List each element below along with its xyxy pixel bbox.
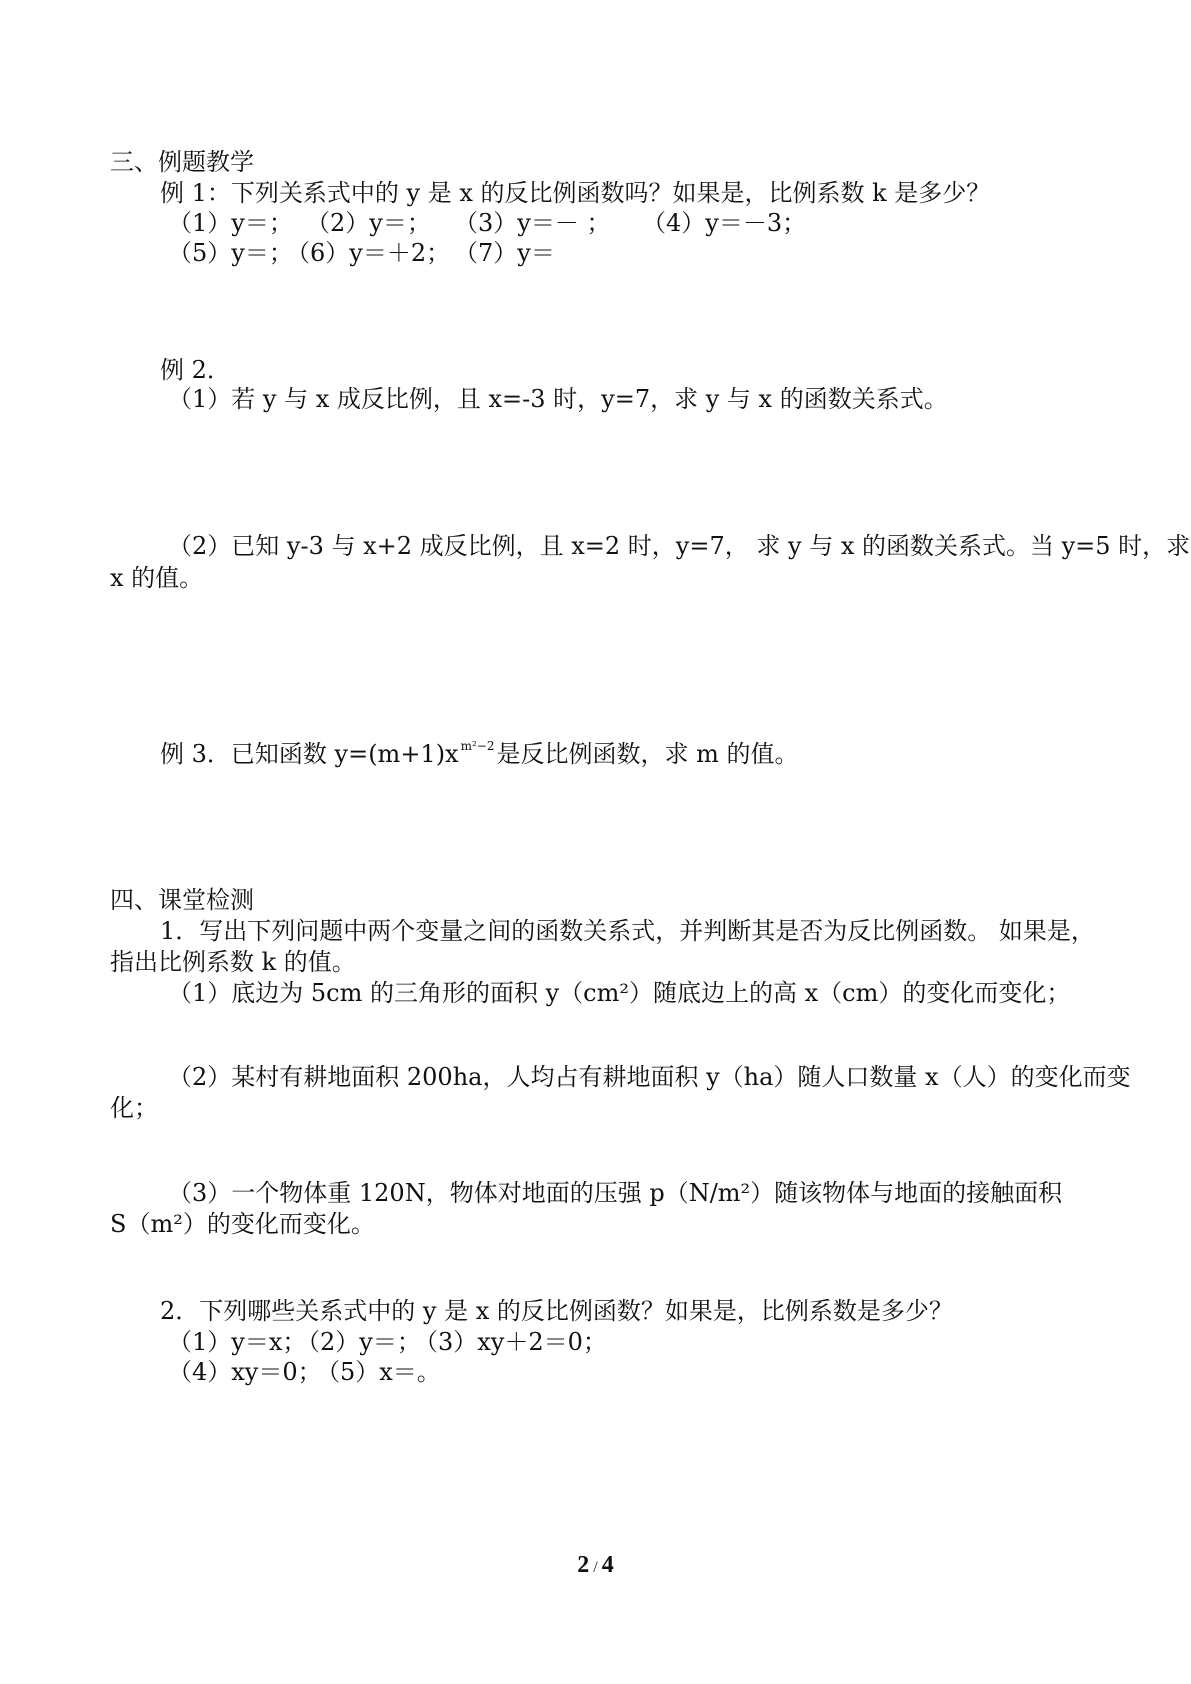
example3-text-after: 是反比例函数，求 m 的值。 [496,740,799,768]
section-heading-classroom-check: 四、课堂检测 [110,886,254,914]
q2-options-row2 [168,1356,441,1388]
example1-question: 例 1：下列关系式中的 y 是 x 的反比例函数吗？如果是，比例系数 k 是多少？ [160,179,991,207]
q1-part2-line2: 化； [110,1094,158,1122]
example1-option-4: （4）y＝－3； [642,209,807,237]
q2-option-3: （3）xy＋2＝0； [414,1328,607,1356]
page-number [0,1552,1191,1579]
q2-option-2: （2）y＝； [296,1328,421,1356]
example1-option-1: （1）y＝； [168,209,293,237]
q1-part3-line1: （3）一个物体重 120N，物体对地面的压强 p（N/m²）随该物体与地面的接触面积 [168,1179,1063,1207]
example3-exponent: m²−2 [460,739,495,753]
example3-text-before: 例 3．已知函数 y=(m+1)x [160,740,459,768]
q1-line2: 指出比例系数 k 的值。 [110,948,356,976]
q2-option-1: （1）y＝x； [168,1328,307,1356]
example1-options-row2 [168,237,555,269]
example1-option-6: （6）y＝＋2； [286,239,451,267]
q2-question: 2．下列哪些关系式中的 y 是 x 的反比例函数？如果是，比例系数是多少？ [160,1297,953,1325]
q1-part3-line2: S（m²）的变化而变化。 [110,1210,375,1238]
q2-options-row1 [168,1326,607,1358]
q2-option-4: （4）xy＝0； [168,1358,322,1386]
example2-title: 例 2． [160,356,231,384]
example1-option-5: （5）y＝； [168,239,293,267]
page-current: 2 [577,1552,590,1578]
page-total: 4 [601,1552,614,1578]
q2-option-5: （5）x＝。 [316,1358,441,1386]
example2-part1: （1）若 y 与 x 成反比例，且 x=-3 时，y=7，求 y 与 x 的函数关系式。 [168,385,948,413]
example1-option-3: （3）y＝－ ； [454,209,611,237]
example1-options-row1 [168,207,806,239]
example2-part2-line2: x 的值。 [110,564,204,592]
page-separator: / [593,1559,598,1576]
q1-part2-line1: （2）某村有耕地面积 200ha，人均占有耕地面积 y（ha）随人口数量 x（人）的变化而变 [168,1063,1131,1091]
example1-option-2: （2）y＝； [306,209,431,237]
section-heading-examples: 三、例题教学 [110,148,254,176]
q1-part1: （1）底边为 5cm 的三角形的面积 y（cm²）随底边上的高 x（cm）的变化而变化； [168,979,1071,1007]
q1-line1: 1．写出下列问题中两个变量之间的函数关系式，并判断其是否为反比例函数。 如果是， [160,917,1095,945]
example3-question [160,738,799,774]
example1-option-7: （7）y＝ [454,239,555,267]
example2-part2-line1: （2）已知 y-3 与 x+2 成反比例，且 x=2 时，y=7， 求 y 与 x 的函数关系式。当 y=5 时，求 [168,532,1191,560]
